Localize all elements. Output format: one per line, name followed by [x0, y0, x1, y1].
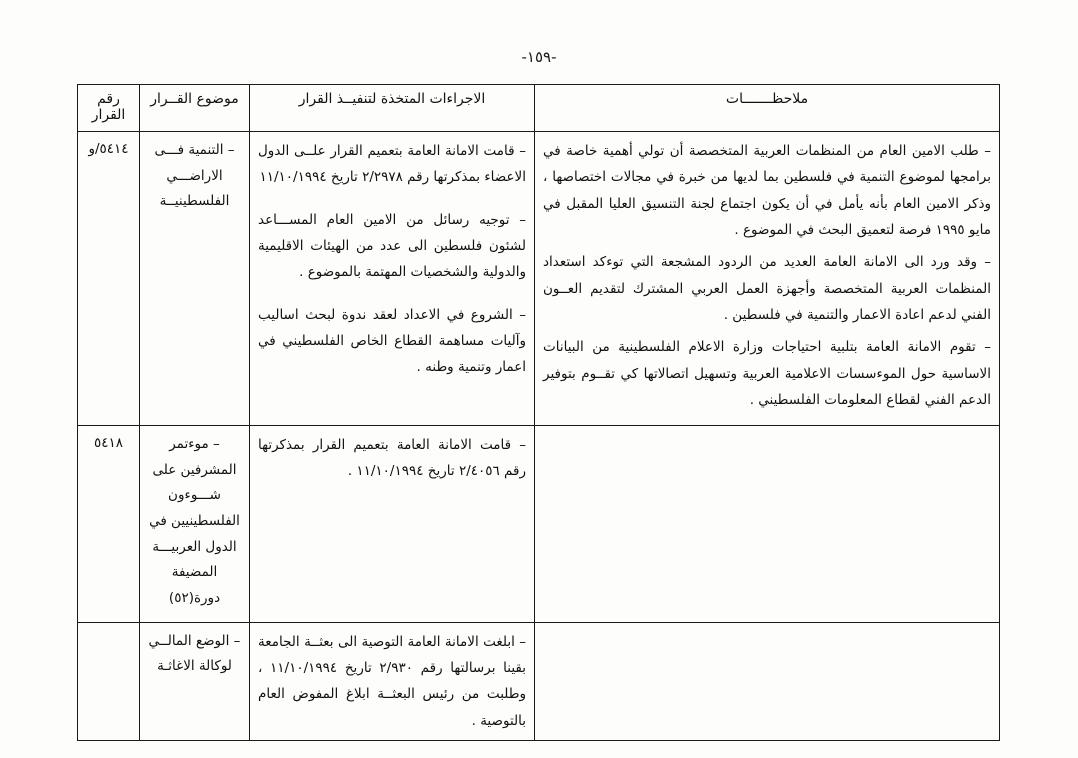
note-item: – تقوم الامانة العامة بتلبية احتياجات وزارة الاعلام الفلسطينية من البيانات الاساسية حول الموءسسات الاعلامية العربية وتسهيل اتصالاتها كي تقــوم بتوفير الدعم الفني لقطاع المعلومات الفلسطيني . [543, 339, 991, 408]
column-header-procedures: الاجراءات المتخذة لتنفيــذ القرار [250, 85, 535, 132]
cell-procedures [250, 426, 535, 622]
cell-subject [140, 426, 250, 622]
decisions-table [77, 84, 1000, 741]
column-header-number: رقم القرار [78, 85, 140, 132]
subject-text: – التنمية فـــى الاراضـــي الفلسطينيــة [154, 142, 235, 210]
table-header-row [78, 85, 1000, 132]
cell-decision-number: ٥٤١٤/و [78, 132, 140, 426]
column-header-notes: ملاحظـــــــات [535, 85, 1000, 132]
procedure-item: – توجيه رسائل من الامين العام المســـاعد لشئون فلسطين الى عدد من الهيئات الاقليمية والدولية والشخصيات المهتمة بالموضوع . [258, 211, 526, 281]
cell-notes [535, 132, 1000, 426]
column-header-subject: موضوع القــرار [140, 85, 250, 132]
cell-procedures [250, 622, 535, 740]
table-row [78, 622, 1000, 740]
procedure-item: – قامت الامانة العامة بتعميم القرار بمذكرتها رقم ٢/٤٠٥٦ تاريخ ١١/١٠/١٩٩٤ . [258, 437, 526, 480]
note-item: – طلب الامين العام من المنظمات العربية المتخصصة أن تولي أهمية خاصة في برامجها لموضوع التنمية في فلسطين بما لديها من خبرة في مجالات اختصاصها ، وذكر الامين العام بأنه يأمل في أن يكون اجتماع لجنة التنسيق العليا المقبل في مايو ١٩٩٥ فرصة لتعميق البحث في الموضوع . [543, 143, 991, 238]
page-number: -١٥٩- [521, 48, 557, 66]
cell-decision-number [78, 622, 140, 740]
procedure-item: – قامت الامانة العامة بتعميم القرار علــى الدول الاعضاء بمذكرتها رقم ٢/٢٩٧٨ تاريخ ١١/١٠/١٩٩٤ [258, 143, 526, 186]
note-item: – وقد ورد الى الامانة العامة العديد من الردود المشجعة التي توءكد استعداد المنظمات العربية المتخصصة وأجهزة العمل العربي المشترك لتقديم العــون الفني لدعم اعادة الاعمار والتنمية في فلسطين . [543, 254, 991, 323]
table-row [78, 426, 1000, 622]
cell-decision-number: ٥٤١٨ [78, 426, 140, 622]
decisions-table-wrapper [78, 84, 1000, 729]
cell-procedures [250, 132, 535, 426]
procedure-item: – ابلغت الامانة العامة التوصية الى بعثــة الجامعة بقينا برسالتها رقم ٢/٩٣٠ تاريخ ١١/١٠/١٩٩٤ ، وطلبت من رئيس البعثــة ابلاغ المفوض العام بالتوصية . [258, 633, 526, 729]
procedure-item: – الشروع في الاعداد لعقد ندوة لبحث اساليب وآليات مساهمة القطاع الخاص الفلسطيني في اعمار وتنمية وطنه . [258, 306, 526, 376]
subject-text: – موءتمر المشرفين على شـــوءون الفلسطينيين في الدول العربيـــة المضيفة دورة(٥٢) [149, 436, 240, 606]
cell-notes [535, 426, 1000, 622]
subject-text: – الوضع المالــي لوكالة الاغاثـة [148, 632, 241, 675]
cell-subject [140, 622, 250, 740]
cell-notes [535, 622, 1000, 740]
table-row [78, 132, 1000, 426]
cell-subject [140, 132, 250, 426]
